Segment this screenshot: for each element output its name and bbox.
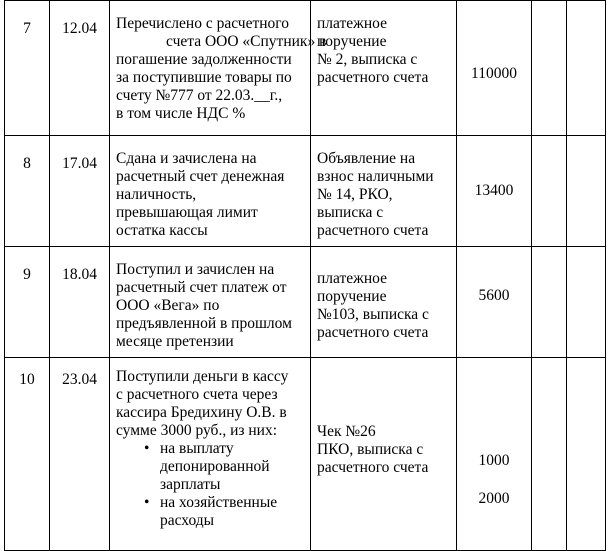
description-line: предъявленной в прошлом: [116, 315, 292, 332]
row-number: 8: [5, 136, 50, 247]
description-line: превышающая лимит: [116, 204, 258, 221]
row-amount: 5600: [457, 247, 532, 358]
document-line: взнос наличными: [317, 168, 434, 185]
bullet-item: [116, 494, 304, 530]
document-line: №103, выписка с: [317, 306, 429, 323]
document-line: расчетного счета: [317, 324, 429, 341]
document-line: платежное: [317, 270, 387, 287]
description-line: сумме 3000 руб., из них:: [116, 422, 278, 439]
bullet-line: депонированной: [160, 458, 270, 475]
row-document: [311, 358, 457, 551]
empty-cell: [567, 136, 606, 247]
row-date: 12.04: [50, 1, 110, 136]
description-line: с расчетного счета через: [116, 386, 278, 403]
description-line: наличность,: [116, 186, 197, 203]
bullet-item: [116, 440, 304, 494]
document-line: платежное: [317, 15, 387, 32]
document-line: расчетного счета: [317, 69, 429, 86]
description-line: счету №777 от 22.03.__г.,: [116, 87, 283, 104]
description-line: месяце претензии: [116, 333, 234, 350]
description-line: Поступили деньги в кассу: [116, 368, 289, 385]
row-number: 9: [5, 247, 50, 358]
bullet-line: на выплату: [160, 440, 234, 457]
document-line: поручение: [317, 33, 387, 50]
row-description: [110, 1, 327, 136]
empty-cell: [567, 247, 606, 358]
document-line: расчетного счета: [317, 459, 429, 476]
row-description: [110, 358, 311, 551]
table-row: [5, 1, 606, 136]
row-amount: 13400: [457, 136, 532, 247]
row-amounts: [457, 358, 532, 551]
description-line: за поступившие товары по: [116, 69, 292, 86]
empty-cell: [532, 358, 567, 551]
row-date: 18.04: [50, 247, 110, 358]
document-line: Объявление на: [317, 150, 416, 167]
bullet-line: расходы: [160, 512, 215, 529]
row-number: 10: [5, 358, 50, 551]
row-document: [311, 136, 457, 247]
table-row: [5, 136, 606, 247]
description-line: счета ООО «Спутник» в: [166, 33, 327, 50]
bullet-marker: •: [144, 440, 150, 457]
description-line: кассира Бредихину О.В. в: [116, 404, 287, 421]
description-line: Перечислено с расчетного: [116, 15, 289, 32]
document-line: № 2, выписка с: [317, 51, 418, 68]
row-date: 23.04: [50, 358, 110, 551]
bullet-line: зарплаты: [160, 476, 221, 493]
empty-cell: [532, 247, 567, 358]
document-line: ПКО, выписка с: [317, 441, 424, 458]
row-description: [110, 247, 311, 358]
description-line: остатка кассы: [116, 222, 208, 239]
document-line: расчетного счета: [317, 222, 429, 239]
row-amount: 110000: [457, 1, 532, 136]
empty-cell: [567, 358, 606, 551]
amount-line: 1000: [478, 452, 510, 469]
ledger-table: [4, 0, 606, 551]
empty-cell: [532, 1, 567, 136]
empty-cell: [532, 136, 567, 247]
description-line: расчетный счет денежная: [116, 168, 285, 185]
description-line: Поступил и зачислен на: [116, 261, 275, 278]
row-date: 17.04: [50, 136, 110, 247]
row-number: 7: [5, 1, 50, 136]
table-row: [5, 358, 606, 551]
empty-cell: [567, 1, 606, 136]
description-line: погашение задолженности: [116, 51, 292, 68]
table-row: [5, 247, 606, 358]
bullet-line: на хозяйственные: [160, 494, 278, 511]
document-line: поручение: [317, 288, 387, 305]
document-line: Чек №26: [317, 423, 376, 440]
description-line: ООО «Вега» по: [116, 297, 220, 314]
description-line: в том числе НДС %: [116, 105, 246, 122]
bullet-marker: •: [144, 494, 150, 511]
document-line: выписка с: [317, 204, 384, 221]
row-description: [110, 136, 311, 247]
document-line: № 14, РКО,: [317, 186, 393, 203]
description-line: Сдана и зачислена на: [116, 150, 257, 167]
description-line: расчетный счет платеж от: [116, 279, 287, 296]
row-document: [311, 247, 457, 358]
row-document: [311, 1, 457, 136]
amount-line: 2000: [478, 490, 510, 507]
